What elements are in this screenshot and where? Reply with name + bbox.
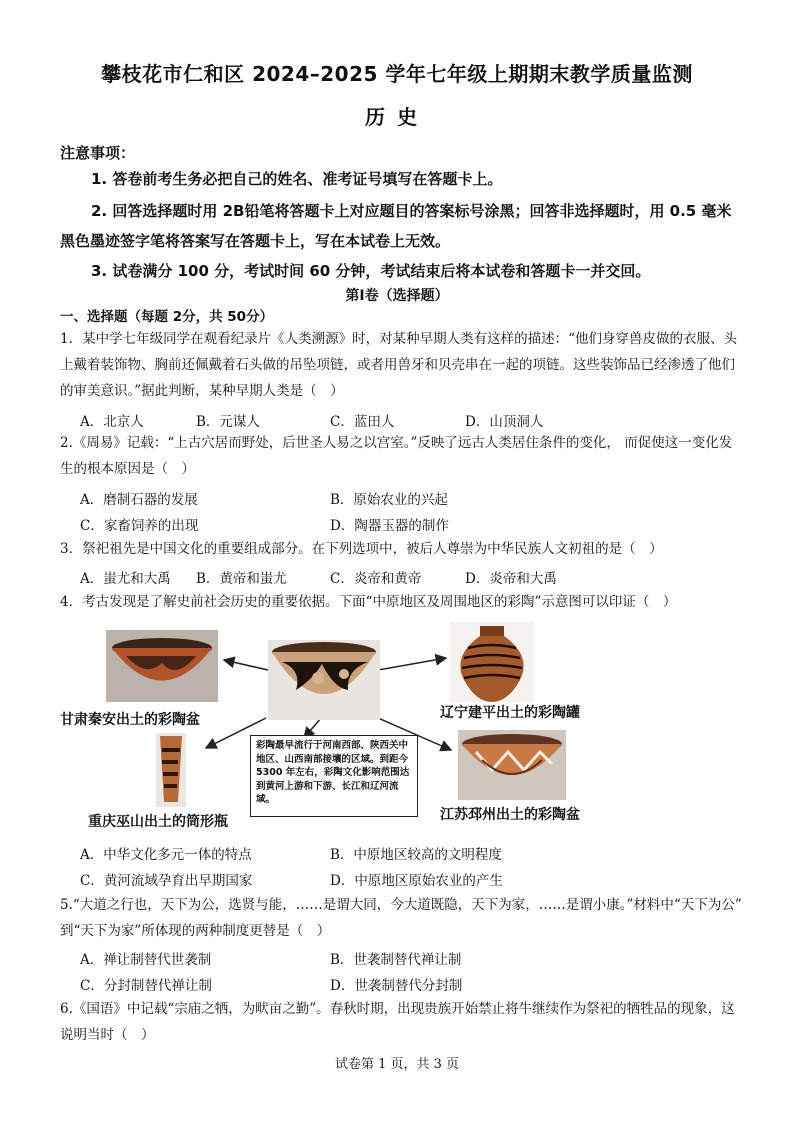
question-line: 5.“大道之行也，天下为公，选贤与能，……是谓大同，今大道既隐，天下为家，……是谓小康。”材料中“天下为公” [60,897,742,913]
question-2 [60,430,744,482]
notice-item-2: 2. 回答选择题时用 2B铅笔将答题卡上对应题目的答案标号涂黑；回答非选择题时，用 0.5 毫米 [91,202,732,220]
pottery-note-box: 彩陶最早流行于河南西部、陕西关中地区、山西南部接壤的区域。到距今 5300 年左右，彩陶文化影响范围达到黄河上游和下游、长江和辽河流域。 [250,735,418,817]
option: A．中华文化多元一体的特点 [80,847,252,863]
notice-item-2-cont: 黑色墨迹签字笔将答案写在答题卡上，写在本试卷上无效。 [60,232,451,250]
option: D．中原地区原始农业的产生 [330,873,503,889]
notice-heading: 注意事项： [60,144,136,162]
part-title: 第Ⅰ卷（选择题） [345,288,449,304]
option: A．蚩尤和大禹 [80,571,171,587]
option: C．黄河流域孕育出早期国家 [80,873,253,889]
arrow-line [224,660,268,670]
chongqing-vase-image [156,733,186,807]
section-title: 一、选择题（每题 2分，共 50分） [60,309,274,325]
option: D．世袭制替代分封制 [330,978,463,994]
question-line: 到“天下为家”所体现的两种制度更替是（ ） [60,923,331,939]
option: A．磨制石器的发展 [80,492,198,508]
option: C．家畜饲养的出现 [80,518,199,534]
option: A．禅让制替代世袭制 [80,952,212,968]
option: B．中原地区较高的文明程度 [330,847,502,863]
option: D．陶器玉器的制作 [330,518,449,534]
gansu-bowl-image [106,630,218,702]
caption-liaoning: 辽宁建平出土的彩陶罐 [440,705,580,721]
jiangsu-bowl-image [458,730,566,800]
option: D．山顶洞人 [465,414,544,430]
caption-gansu: 甘肃秦安出土的彩陶盆 [60,712,200,728]
option: A．北京人 [80,414,144,430]
question-5 [60,892,744,944]
option: B．世袭制替代禅让制 [330,952,462,968]
caption-jiangsu: 江苏邳州出土的彩陶盆 [440,807,580,823]
caption-chongqing: 重庆巫山出土的筒形瓶 [88,814,228,830]
option: C．炎帝和黄帝 [330,571,422,587]
question-line: 上戴着装饰物、胸前还佩戴着石头做的吊坠项链，或者用兽牙和贝壳串在一起的项链。这些装饰品已经渗透了他们 [60,357,735,373]
question-line: 2.《周易》记载：“上古穴居而野处，后世圣人易之以宫室。”反映了远古人类居住条件的变化， 而促使这一变化发 [60,435,733,451]
option: B．黄帝和蚩尤 [196,571,287,587]
option: C．分封制替代禅让制 [80,978,212,994]
notice-item-1: 1. 答卷前考生务必把自己的姓名、准考证号填写在答题卡上。 [91,170,503,188]
question-1 [60,326,744,404]
exam-subject: 历史 [365,105,429,129]
page-footer: 试卷第 1 页，共 3 页 [334,1057,460,1072]
option: B．元谋人 [196,414,260,430]
arrow-line [378,658,446,670]
question-3 [60,536,744,562]
notice-item-3: 3. 试卷满分 100 分，考试时间 60 分钟，考试结束后将本试卷和答题卡一并交回。 [91,262,651,280]
question-line: 3．祭祀祖先是中国文化的重要组成部分。在下列选项中，被后人尊崇为中华民族人文初祖的是（ ） [60,541,663,557]
liaoning-jar-image [450,622,534,702]
exam-title: 攀枝花市仁和区 2024–2025 学年七年级上期期末教学质量监测 [101,62,693,86]
question-6 [60,996,744,1048]
option: B．原始农业的兴起 [330,492,448,508]
question-line: 的审美意识。”据此判断，某种早期人类是（ ） [60,383,344,399]
option: C．蓝田人 [330,414,395,430]
question-line: 4．考古发现是了解史前社会历史的重要依据。下面“中原地区及周围地区的彩陶”示意图可以印证（ ） [60,594,677,610]
question-line: 生的根本原因是（ ） [60,461,195,477]
center-bowl-image [268,640,380,720]
option: D．炎帝和大禹 [465,571,557,587]
question-4 [60,589,744,615]
question-line: 1．某中学七年级同学在观看纪录片《人类溯源》时，对某种早期人类有这样的描述：“他们身穿兽皮做的衣服、头 [60,331,737,347]
question-line: 说明当时（ ） [60,1027,155,1043]
question-line: 6.《国语》中记载“宗庙之牺，为畎亩之勤”。春秋时期，出现贵族开始禁止将牛继续作为祭祀的牺牲品的现象，这 [60,1001,735,1017]
